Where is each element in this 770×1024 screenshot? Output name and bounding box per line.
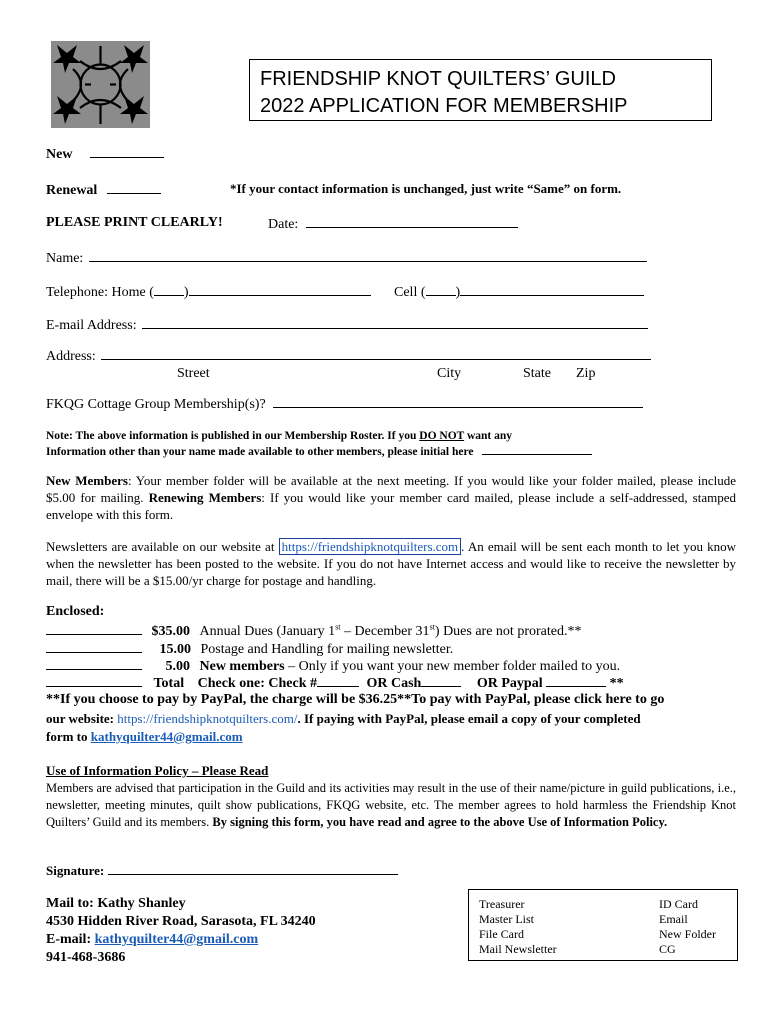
cell-close: ) — [455, 285, 461, 300]
cell-area-code-field[interactable] — [426, 283, 456, 296]
total-row-end: ** — [609, 676, 624, 691]
initial-field[interactable] — [482, 444, 592, 455]
cottage-row — [46, 395, 643, 413]
telephone-row — [46, 283, 371, 301]
telephone-close: ) — [183, 285, 189, 300]
postage-blank[interactable] — [46, 640, 142, 653]
renewal-blank[interactable] — [107, 181, 161, 194]
paypal-label: OR Paypal — [476, 676, 543, 691]
address-zip-caption: Zip — [576, 366, 596, 381]
email-row — [46, 316, 648, 334]
office-item-treasurer: Treasurer — [479, 897, 525, 911]
office-item-cg: CG — [659, 942, 676, 956]
enclosed-row-total — [46, 674, 624, 692]
paypal-line2-b: . If paying with PayPal, please email a copy of your completed — [297, 711, 641, 726]
new-members-desc — [200, 659, 621, 674]
quilt-knot-icon — [51, 41, 150, 128]
dues-sup2: st — [429, 622, 435, 632]
dues-desc-a: Annual Dues (January 1 — [199, 624, 336, 639]
name-row — [46, 249, 647, 267]
telephone-label: Telephone: Home ( — [46, 285, 154, 300]
address-label: Address: — [46, 349, 96, 364]
new-members-bold: New members — [199, 659, 285, 674]
new-blank[interactable] — [90, 145, 164, 158]
renewal-label: Renewal — [46, 183, 98, 198]
mail-phone: 941-468-3686 — [46, 950, 126, 965]
mail-address-line: 4530 Hidden River Road, Sarasota, FL 34240 — [46, 914, 316, 929]
check-label: Check one: Check # — [197, 676, 317, 691]
office-item-file-card: File Card — [479, 927, 524, 941]
new-members-amount: 5.00 — [165, 659, 190, 674]
paypal-line3-a: form to — [46, 729, 91, 744]
email-label: E-mail Address: — [46, 318, 137, 333]
cash-label: OR Cash — [366, 676, 422, 691]
email-field[interactable] — [142, 316, 648, 329]
date-row — [268, 215, 518, 233]
page-title-line1: FRIENDSHIP KNOT QUILTERS’ GUILD — [260, 68, 616, 90]
note-do-not: DO NOT — [419, 430, 465, 442]
mail-email-label: E-mail: — [46, 932, 95, 947]
enclosed-heading: Enclosed: — [46, 604, 105, 619]
paypal-line1: **If you choose to pay by PayPal, the charge will be $36.25**To pay with PayPal, please click here to go — [46, 692, 665, 707]
paypal-line2-a: our website: — [46, 711, 118, 726]
policy-text-bold: By signing this form, you have read and agree to the above Use of Information Policy. — [212, 815, 668, 829]
name-field[interactable] — [89, 249, 647, 262]
cash-field[interactable] — [421, 674, 461, 687]
total-label: Total — [153, 676, 185, 691]
newsletter-text-before: Newsletters are available on our website at — [46, 539, 279, 554]
date-label: Date: — [268, 217, 299, 232]
office-item-master-list: Master List — [479, 912, 534, 926]
dues-desc-c: ) Dues are not prorated.** — [434, 624, 582, 639]
dues-desc — [200, 624, 582, 639]
newsletter-paragraph — [46, 538, 736, 589]
page-title-line2: 2022 APPLICATION FOR MEMBERSHIP — [260, 95, 628, 117]
policy-heading: Use of Information Policy – Please Read — [46, 763, 269, 778]
dues-amount: $35.00 — [151, 624, 190, 639]
contact-note: *If your contact information is unchanged, just write “Same” on form. — [230, 181, 622, 196]
policy-text: Members are advised that participation in the Guild and its activities may result in the use of their name/picture in guild publications, i.e., newsletter, meeting minutes, quilt show publications, FKQG website, etc. The member agrees to hold harmless the Friendship Knot Quilters’ Guild and its members. — [46, 781, 736, 829]
mail-email-link[interactable]: kathyquilter44@gmail.com — [94, 932, 259, 947]
paypal-line2 — [46, 711, 641, 727]
cell-row — [394, 283, 644, 301]
mail-to-line: Mail to: Kathy Shanley — [46, 896, 186, 911]
office-use-box — [468, 889, 738, 961]
mail-email-line — [46, 932, 258, 948]
office-item-id-card: ID Card — [659, 897, 698, 911]
office-item-email: Email — [659, 912, 688, 926]
paypal-email-link[interactable]: kathyquilter44@gmail.com — [90, 729, 243, 744]
office-left-column — [479, 897, 557, 957]
postage-desc: Postage and Handling for mailing newsletter. — [200, 642, 454, 657]
print-clearly: PLEASE PRINT CLEARLY! — [46, 215, 223, 230]
office-right-column — [659, 897, 716, 957]
signature-field[interactable] — [108, 862, 398, 875]
enclosed-row-postage — [46, 640, 453, 658]
address-state-caption: State — [523, 366, 551, 381]
check-number-field[interactable] — [317, 674, 359, 687]
new-members-text: : Your member folder will be available at the next meeting. If you would like your folder mailed, please include $5.00 for mailing. — [46, 473, 737, 505]
cell-phone-field[interactable] — [460, 283, 644, 296]
address-field[interactable] — [101, 347, 651, 360]
date-field[interactable] — [306, 215, 518, 228]
cell-label: Cell ( — [394, 285, 426, 300]
roster-note-line2 — [46, 444, 592, 458]
roster-note-line1 — [46, 430, 512, 442]
office-item-new-folder: New Folder — [659, 927, 716, 941]
note-text-a: Note: The above information is published in our Membership Roster. If you — [46, 430, 420, 442]
renewal-row — [46, 181, 161, 199]
new-members-blank[interactable] — [46, 657, 142, 670]
enclosed-row-new-members — [46, 657, 620, 675]
dues-desc-b: – December 31 — [340, 624, 430, 639]
address-city-caption: City — [437, 366, 462, 381]
renewing-members-label: Renewing Members — [148, 490, 262, 505]
name-label: Name: — [46, 251, 84, 266]
title-box — [249, 59, 712, 121]
cottage-label: FKQG Cottage Group Membership(s)? — [46, 397, 266, 412]
address-row — [46, 347, 651, 365]
members-paragraph — [46, 472, 736, 523]
signature-label: Signature: — [46, 863, 108, 878]
guild-logo — [51, 41, 150, 128]
new-label: New — [46, 147, 73, 162]
note-text-b: want any — [464, 430, 513, 442]
total-blank[interactable] — [46, 674, 142, 687]
renewing-members-text: : If you would like your member card mailed, please include a self-addressed, stamped envelope with this form. — [46, 490, 736, 522]
home-area-code-field[interactable] — [154, 283, 184, 296]
policy-paragraph — [46, 780, 736, 831]
new-members-desc-text: – Only if you want your new member folder mailed to you. — [284, 659, 621, 674]
dues-blank[interactable] — [46, 622, 142, 635]
newsletter-text-after: . An email will be sent each month to let you know when the newsletter has been posted to the website. If you do not have Internet access and would like to receive the newsletter by mail, there will be a $15.00/yr charge for postage and handling. — [46, 539, 737, 588]
dues-sup1: st — [335, 622, 341, 632]
note-line2-text: Information other than your name made available to other members, please initial here — [46, 446, 474, 458]
cottage-field[interactable] — [273, 395, 643, 408]
home-phone-field[interactable] — [189, 283, 371, 296]
website-link[interactable]: https://friendshipknotquilters.com — [279, 538, 462, 555]
paypal-website-link[interactable]: https://friendshipknotquilters.com/ — [117, 711, 298, 726]
new-members-label: New Members — [46, 473, 128, 488]
paypal-line3 — [46, 729, 243, 745]
enclosed-row-dues — [46, 622, 581, 640]
paypal-field[interactable] — [546, 674, 606, 687]
new-row — [46, 145, 164, 163]
postage-amount: 15.00 — [159, 642, 191, 657]
signature-row — [46, 862, 398, 879]
office-item-mail-newsletter: Mail Newsletter — [479, 942, 557, 956]
address-street-caption: Street — [177, 366, 210, 381]
